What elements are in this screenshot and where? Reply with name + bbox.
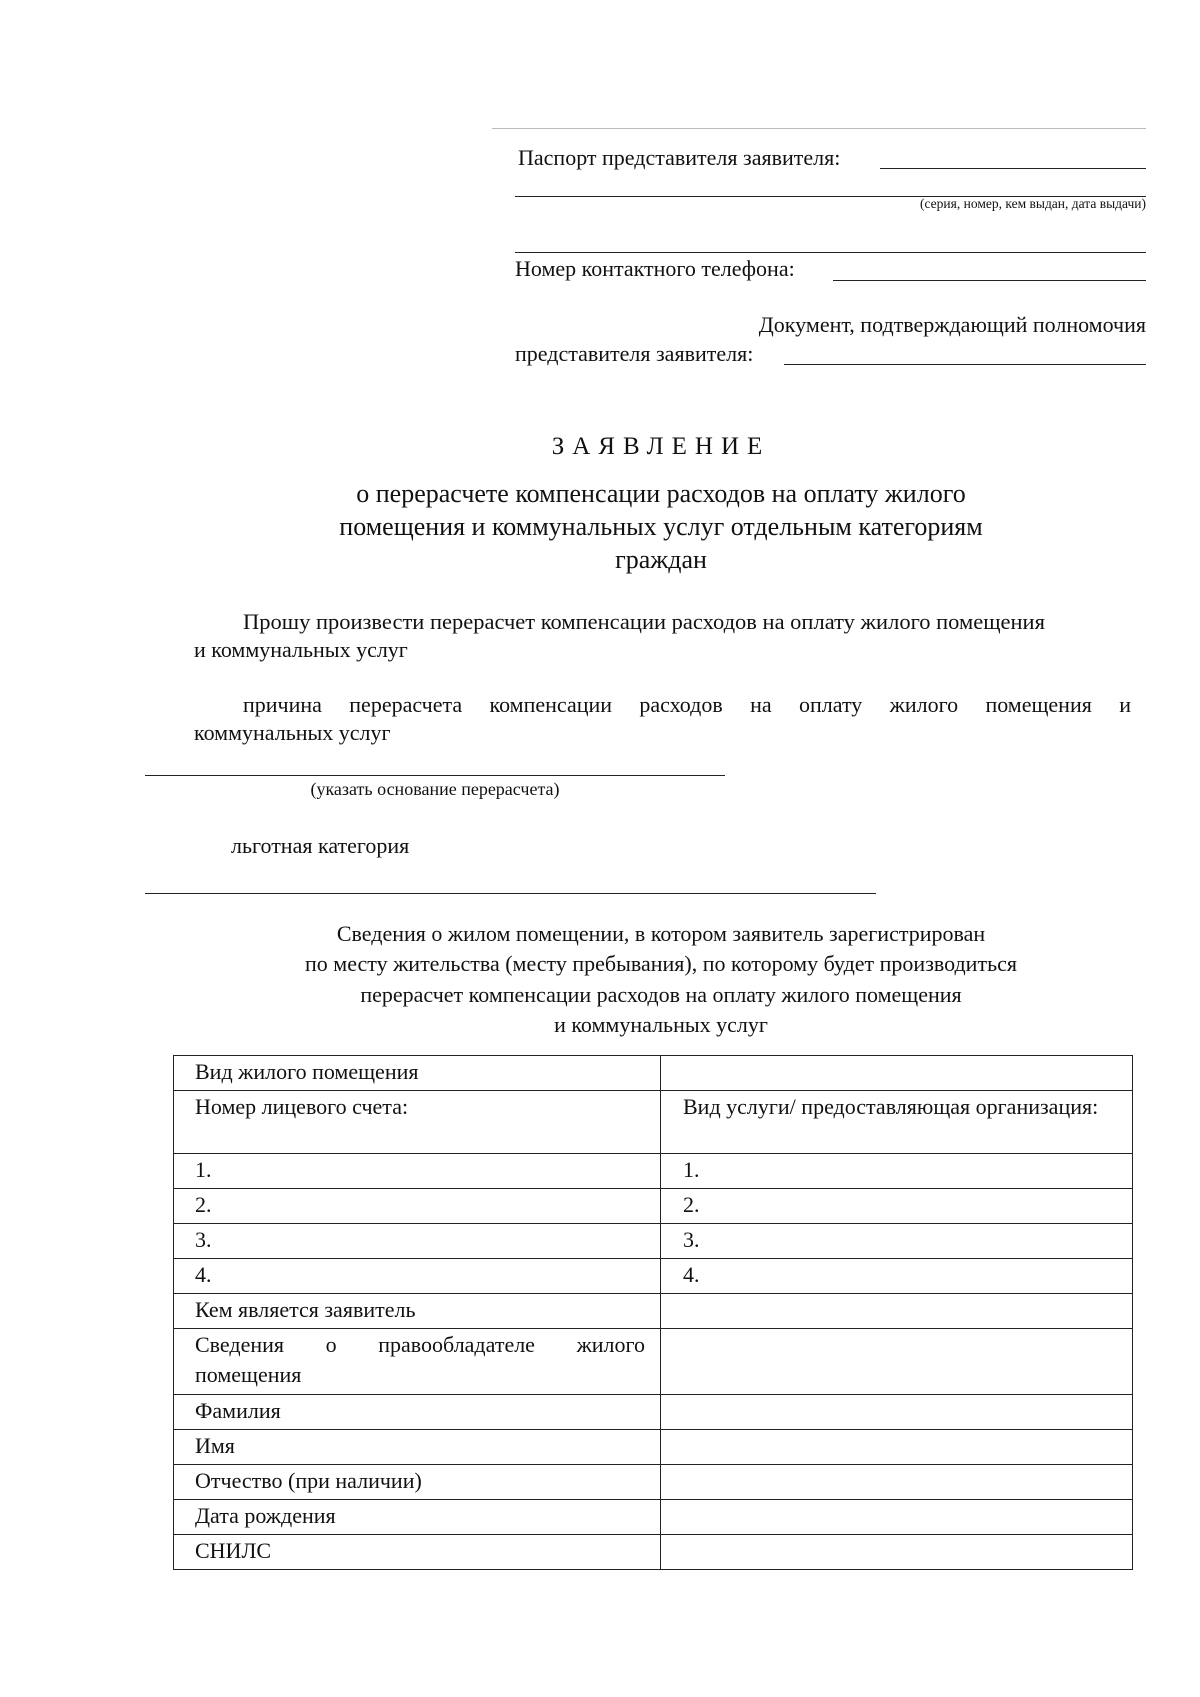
reason-field[interactable] — [145, 775, 725, 776]
housing-info-line3: перерасчет компенсации расходов на оплату жилого помещения — [360, 982, 962, 1007]
document-title: ЗАЯВЛЕНИЕ — [551, 433, 771, 460]
reason-text-line1: причина перерасчета компенсации расходов на оплату жилого помещения и — [243, 692, 1131, 717]
request-text-line1: Прошу произвести перерасчет компенсации расходов на оплату жилого помещения — [243, 609, 1045, 634]
account-number-4[interactable]: 4. — [174, 1259, 661, 1294]
passport-label: Паспорт представителя заявителя: — [518, 145, 841, 170]
birth-date-value[interactable] — [661, 1500, 1133, 1535]
housing-info-line2: по месту жительства (месту пребывания), по которому будет производиться — [305, 951, 1017, 976]
snils-label: СНИЛС — [174, 1535, 661, 1570]
account-number-3[interactable]: 3. — [174, 1224, 661, 1259]
birth-date-label: Дата рождения — [174, 1500, 661, 1535]
patronymic-value[interactable] — [661, 1465, 1133, 1500]
table-row — [174, 1056, 1133, 1091]
subtitle-line1: о перерасчете компенсации расходов на оплату жилого — [356, 479, 966, 508]
request-text-line2: и коммунальных услуг — [194, 637, 408, 662]
table-row — [174, 1430, 1133, 1465]
blank-line[interactable] — [515, 252, 1146, 253]
table-row — [174, 1395, 1133, 1430]
housing-type-label: Вид жилого помещения — [174, 1056, 661, 1091]
owner-info-value[interactable] — [661, 1329, 1133, 1395]
passport-field[interactable] — [880, 168, 1146, 169]
service-provider-3[interactable]: 3. — [661, 1224, 1133, 1259]
first-name-value[interactable] — [661, 1430, 1133, 1465]
housing-type-value[interactable] — [661, 1056, 1133, 1091]
reason-hint: (указать основание перерасчета) — [310, 779, 560, 799]
table-row — [174, 1259, 1133, 1294]
account-number-label: Номер лицевого счета: — [174, 1091, 661, 1154]
authority-field[interactable] — [784, 364, 1146, 365]
first-name-label: Имя — [174, 1430, 661, 1465]
authority-label-line2: представителя заявителя: — [515, 341, 754, 366]
last-name-value[interactable] — [661, 1395, 1133, 1430]
patronymic-label: Отчество (при наличии) — [174, 1465, 661, 1500]
service-provider-4[interactable]: 4. — [661, 1259, 1133, 1294]
housing-info-line4: и коммунальных услуг — [554, 1012, 768, 1037]
owner-info-label: Сведения о правообладателе жилого помещения — [174, 1329, 661, 1395]
table-row — [174, 1294, 1133, 1329]
housing-info-line1: Сведения о жилом помещении, в котором заявитель зарегистрирован — [336, 921, 986, 946]
subtitle-line3: граждан — [615, 545, 707, 574]
phone-label: Номер контактного телефона: — [515, 256, 795, 281]
account-number-1[interactable]: 1. — [174, 1154, 661, 1189]
table-row — [174, 1189, 1133, 1224]
service-provider-label: Вид услуги/ предоставляющая организация: — [661, 1091, 1133, 1154]
table-row — [174, 1154, 1133, 1189]
authority-label-line1: Документ, подтверждающий полномочия — [758, 312, 1146, 337]
category-field[interactable] — [145, 893, 876, 894]
table-row — [174, 1224, 1133, 1259]
last-name-label: Фамилия — [174, 1395, 661, 1430]
reason-text-line2: коммунальных услуг — [194, 720, 391, 745]
table-row — [174, 1465, 1133, 1500]
service-provider-1[interactable]: 1. — [661, 1154, 1133, 1189]
top-divider — [492, 128, 1146, 129]
table-row — [174, 1500, 1133, 1535]
snils-value[interactable] — [661, 1535, 1133, 1570]
category-label: льготная категория — [231, 833, 410, 858]
table-row — [174, 1329, 1133, 1395]
applicant-role-value[interactable] — [661, 1294, 1133, 1329]
phone-field[interactable] — [833, 280, 1146, 281]
table-row — [174, 1535, 1133, 1570]
applicant-role-label: Кем является заявитель — [174, 1294, 661, 1329]
housing-info-table — [173, 1055, 1133, 1570]
passport-hint: (серия, номер, кем выдан, дата выдачи) — [920, 196, 1146, 211]
subtitle-line2: помещения и коммунальных услуг отдельным категориям — [339, 512, 983, 541]
account-number-2[interactable]: 2. — [174, 1189, 661, 1224]
table-row — [174, 1091, 1133, 1154]
service-provider-2[interactable]: 2. — [661, 1189, 1133, 1224]
